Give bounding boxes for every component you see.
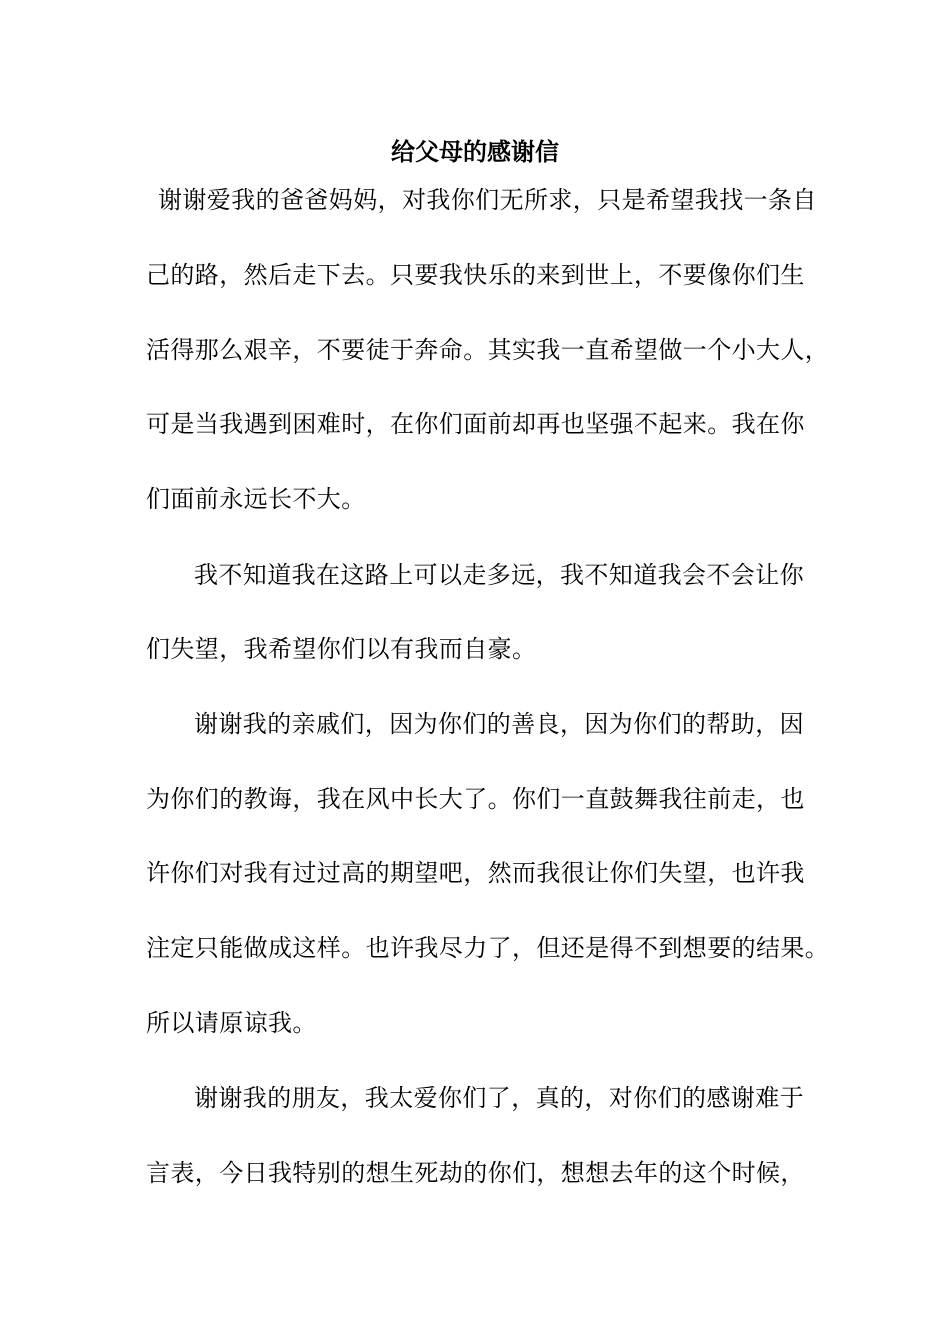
text-line: 言表，今日我特别的想生死劫的你们，想想去年的这个时候， bbox=[146, 1159, 805, 1187]
text-line: 我不知道我在这路上可以走多远，我不知道我会不会让你 bbox=[194, 561, 804, 589]
text-line: 为你们的教诲，我在风中长大了。你们一直鼓舞我往前走，也 bbox=[146, 785, 805, 813]
text-line: 们失望，我希望你们以有我而自豪。 bbox=[146, 635, 537, 663]
text-line: 们面前永远长不大。 bbox=[146, 485, 366, 513]
text-line: 所以请原谅我。 bbox=[146, 1009, 317, 1037]
text-line: 谢谢我的朋友，我太爱你们了，真的，对你们的感谢难于 bbox=[194, 1084, 804, 1112]
text-line: 谢谢爱我的爸爸妈妈，对我你们无所求，只是希望我找一条自 bbox=[158, 186, 817, 214]
text-line: 可是当我遇到困难时，在你们面前却再也坚强不起来。我在你 bbox=[146, 410, 805, 438]
page-title: 给父母的感谢信 bbox=[391, 137, 559, 166]
text-line: 谢谢我的亲戚们，因为你们的善良，因为你们的帮助，因 bbox=[194, 710, 804, 738]
text-line: 许你们对我有过过高的期望吧，然而我很让你们失望，也许我 bbox=[146, 859, 805, 887]
text-line: 己的路，然后走下去。只要我快乐的来到世上，不要像你们生 bbox=[146, 261, 805, 289]
text-line: 注定只能做成这样。也许我尽力了，但还是得不到想要的结果。 bbox=[146, 934, 830, 962]
text-line: 活得那么艰辛，不要徒于奔命。其实我一直希望做一个小大人， bbox=[146, 336, 830, 364]
